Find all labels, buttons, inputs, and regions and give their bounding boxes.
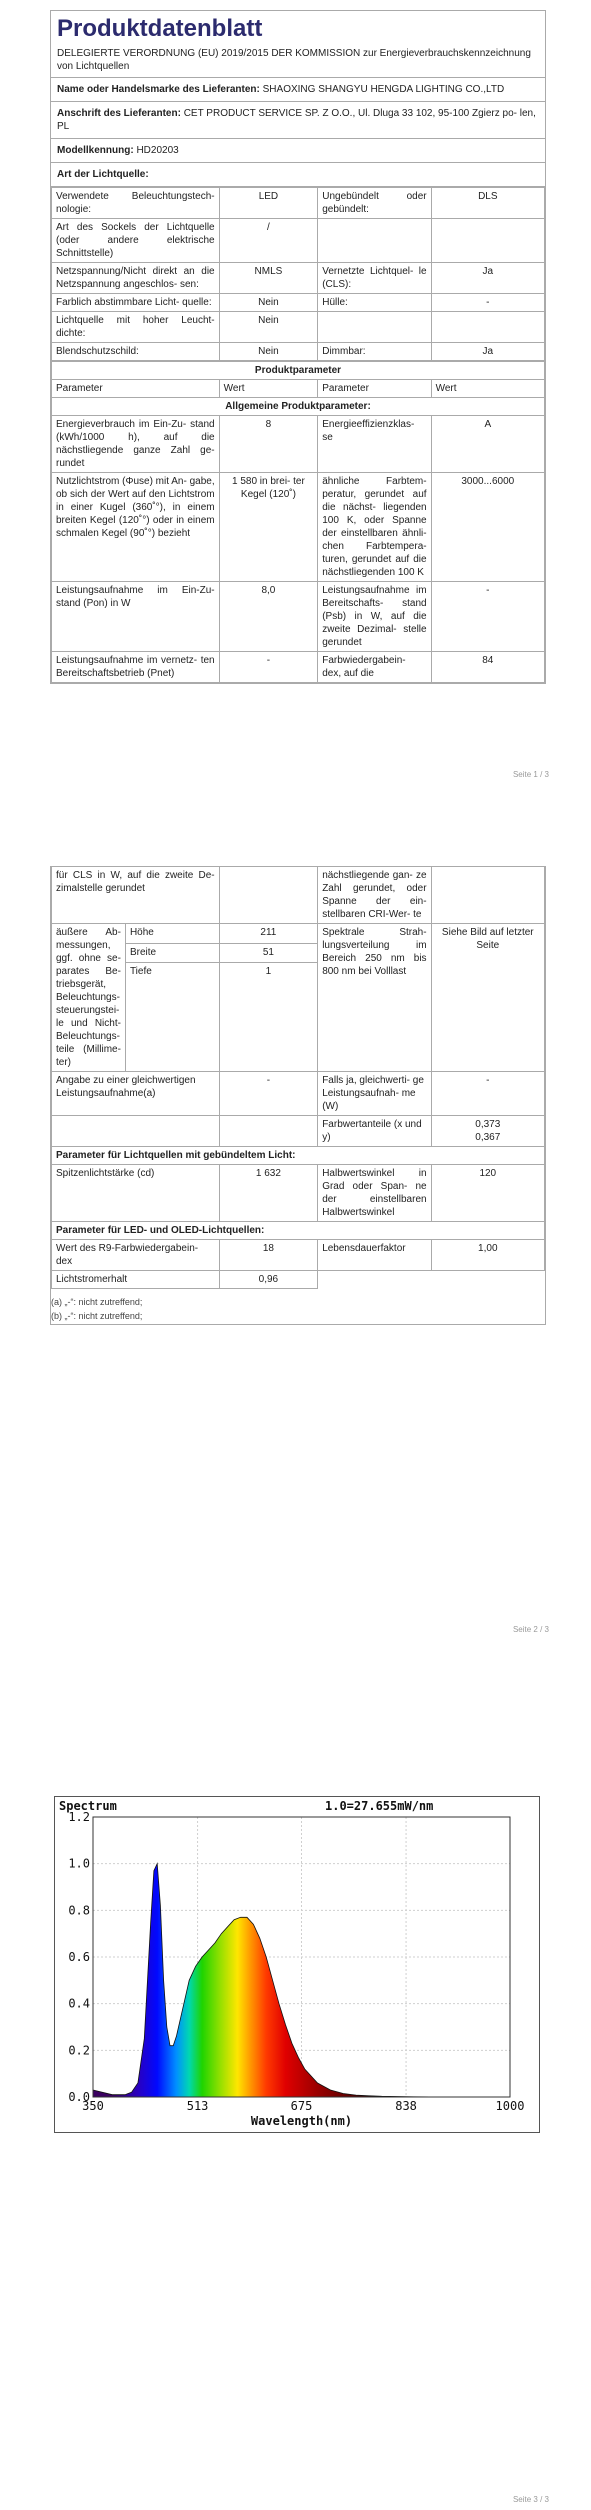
light-source-row-mains <box>52 263 545 294</box>
parameter-value: DLS <box>431 188 544 219</box>
footnote-b: (b) „-“: nicht zutreffend; <box>51 1311 143 1322</box>
parameter-value: A <box>431 416 544 473</box>
column-header-parameter: Parameter <box>318 380 431 398</box>
light-source-type-row <box>51 163 545 187</box>
column-header-parameter: Parameter <box>52 380 220 398</box>
parameter-label: ähnliche Farbtem- peratur, gerundet auf die nächst- liegenden 100 K, oder Spanne der einstellbaren ähnli- chen Farbtempera- turen, gerundet auf die nächstliegenden 100 K <box>318 473 431 582</box>
regulation-intro: DELEGIERTE VERORDNUNG (EU) 2019/2015 DER KOMMISSION zur Energieverbrauchskennzeichnung von Lichtquellen <box>51 45 545 78</box>
survival-factor-label: Lebensdauerfaktor <box>318 1240 431 1271</box>
light-source-row-technology <box>52 188 545 219</box>
dimension-depth-value: 1 <box>219 963 318 1072</box>
product-parameter-row-luminous-flux <box>52 473 545 582</box>
parameters-continued-table <box>51 866 545 1289</box>
light-source-row-anti-glare <box>52 343 545 361</box>
peak-intensity-label: Spitzenlichtstärke (cd) <box>52 1165 220 1222</box>
address-value: CET PRODUCT SERVICE SP. Z O.O., Ul. Dluga 33 102, 95-100 Zgierz po- len, PL <box>57 108 536 132</box>
y-tick-label: 0.0 <box>68 2090 90 2104</box>
parameter-label: Blendschutzschild: <box>52 343 220 361</box>
parameter-value: - <box>431 294 544 312</box>
parameter-label: Hülle: <box>318 294 431 312</box>
page-number: Seite 1 / 3 <box>512 770 549 779</box>
parameter-label: Farblich abstimmbare Licht- quelle: <box>52 294 220 312</box>
empty-cell <box>219 867 318 924</box>
parameter-value: 3000...6000 <box>431 473 544 582</box>
directional-parameters-heading: Parameter für Lichtquellen mit gebündeltem Licht: <box>52 1147 545 1165</box>
lumen-maintenance-label: Lichtstromerhalt <box>52 1271 220 1289</box>
r9-value: 18 <box>219 1240 318 1271</box>
address-label: Anschrift des Lieferanten: <box>57 108 181 119</box>
peak-intensity-value: 1 632 <box>219 1165 318 1222</box>
parameter-value: - <box>219 652 318 683</box>
lumen-maintenance-value: 0,96 <box>219 1271 318 1289</box>
equivalent-power-watts-value: - <box>431 1072 544 1116</box>
x-tick-label: 513 <box>186 2099 209 2113</box>
x-tick-label: 350 <box>82 2099 104 2113</box>
y-tick-label: 1.0 <box>68 1856 90 1871</box>
parameter-label: Farbwiedergabein- dex, auf die <box>318 652 431 683</box>
parameter-value: 8 <box>219 416 318 473</box>
parameter-value: 1 580 in brei- ter Kegel (120˚) <box>219 473 318 582</box>
spectrum-svg <box>55 1797 539 2132</box>
spectral-distribution-label: Spektrale Strah- lungsverteilung im Bereich 250 nm bis 800 nm bei Volllast <box>318 924 431 1072</box>
parameter-value: 84 <box>431 652 544 683</box>
chart-title: Spectrum <box>59 1799 117 1813</box>
dimension-height-value: 211 <box>219 924 318 944</box>
product-parameter-row-energy-consumption <box>52 416 545 473</box>
chart-annotation: 1.0=27.655mW/nm <box>325 1799 434 1813</box>
dimension-height-label: Höhe <box>125 924 219 944</box>
survival-factor-value: 1,00 <box>431 1240 544 1271</box>
y-tick-label: 0.8 <box>68 1903 90 1918</box>
product-parameter-row-networked-standby <box>52 652 545 683</box>
chromaticity-label: Farbwertanteile (x und y) <box>318 1116 431 1147</box>
parameter-value <box>431 312 544 343</box>
beam-angle-label: Halbwertswinkel in Grad oder Span- ne der einstellbaren Halbwertswinkel <box>318 1165 431 1222</box>
equivalent-power-value: - <box>219 1072 318 1116</box>
general-parameters-heading: Allgemeine Produktparameter: <box>52 398 545 416</box>
light-source-row-high-luminance <box>52 312 545 343</box>
parameter-value <box>431 219 544 263</box>
page-number: Seite 3 / 3 <box>512 2495 549 2504</box>
spectrum-chart <box>54 1796 540 2133</box>
parameter-label: Nutzlichtstrom (Φuse) mit An- gabe, ob sich der Wert auf den Lichtstrom in einer Kugel (360˚°), in einem breiten Kegel (120˚°) oder in einem schmalen Kegel (90˚°) bezieht <box>52 473 220 582</box>
parameter-label: Energieeffizienzklas- se <box>318 416 431 473</box>
parameter-value: Ja <box>431 343 544 361</box>
datasheet-frame <box>50 10 546 684</box>
equivalent-power-label: Angabe zu einer gleichwertigen Leistungsaufnahme(a) <box>52 1072 220 1116</box>
standby-power-continued: für CLS in W, auf die zweite De- zimalstelle gerundet <box>52 867 220 924</box>
x-axis-label: Wavelength(nm) <box>250 2114 353 2128</box>
parameter-value: Ja <box>431 263 544 294</box>
chromaticity-x: 0,373 <box>475 1119 501 1130</box>
parameter-value: 8,0 <box>219 582 318 652</box>
page-2 <box>0 860 591 1640</box>
x-tick-label: 838 <box>395 2099 417 2113</box>
empty-cell <box>431 867 544 924</box>
led-parameters-heading: Parameter für LED- und OLED-Lichtquellen: <box>52 1222 545 1240</box>
equivalent-power-watts-label: Falls ja, gleichwerti- ge Leistungsaufnah- me (W) <box>318 1072 431 1116</box>
parameter-value: Nein <box>219 294 318 312</box>
parameter-label: Verwendete Beleuchtungstech- nologie: <box>52 188 220 219</box>
light-source-row-tunable <box>52 294 545 312</box>
product-parameters-heading: Produktparameter <box>52 362 545 380</box>
parameter-label: Ungebündelt oder gebündelt: <box>318 188 431 219</box>
beam-angle-value: 120 <box>431 1165 544 1222</box>
parameter-value: - <box>431 582 544 652</box>
chromaticity-values <box>431 1116 544 1147</box>
parameter-label: Vernetzte Lichtquel- le (CLS): <box>318 263 431 294</box>
parameter-value: Nein <box>219 343 318 361</box>
blank <box>431 1271 544 1289</box>
spectral-distribution-value: Siehe Bild auf letzter Seite <box>431 924 544 1072</box>
model-label: Modellkennung: <box>57 145 134 156</box>
model-value: HD20203 <box>136 145 179 156</box>
footnotes <box>51 1295 545 1324</box>
blank <box>318 1271 431 1289</box>
y-tick-label: 0.6 <box>68 1950 90 1964</box>
parameter-value: Nein <box>219 312 318 343</box>
supplier-label: Name oder Handelsmarke des Lieferanten: <box>57 84 260 95</box>
r9-label: Wert des R9-Farbwiedergabein- dex <box>52 1240 220 1271</box>
cri-label-continued: nächstliegende gan- ze Zahl gerundet, oder Spanne der ein- stellbaren CRI-Wer- te <box>318 867 431 924</box>
dimensions-label: äußere Ab- messungen, ggf. ohne se- parates Be- triebsgerät, Beleuchtungs- steuerungstei- le und Nicht- Beleuchtungs- teile (Millime- ter) <box>52 924 126 1072</box>
parameter-label: Energieverbrauch im Ein-Zu- stand (kWh/1000 h), auf die nächstliegende ganze Zahl ge- rundet <box>52 416 220 473</box>
product-parameter-row-on-mode-power <box>52 582 545 652</box>
empty-cell <box>219 1116 318 1147</box>
x-tick-label: 1000 <box>495 2099 525 2113</box>
parameter-label: Leistungsaufnahme im Bereitschafts- stand (Psb) in W, auf die zweite Dezimal- stelle gerundet <box>318 582 431 652</box>
light-source-row-socket <box>52 219 545 263</box>
footnote-a: (a) „-“: nicht zutreffend; <box>51 1297 143 1307</box>
page-number: Seite 2 / 3 <box>512 1625 549 1634</box>
supplier-row <box>51 78 545 102</box>
parameter-value: / <box>219 219 318 263</box>
y-tick-label: 0.2 <box>68 2043 90 2058</box>
dimension-width-label: Breite <box>125 943 219 963</box>
parameter-value: NMLS <box>219 263 318 294</box>
page-title: Produktdatenblatt <box>57 15 263 42</box>
parameter-label <box>318 312 431 343</box>
model-row <box>51 139 545 163</box>
datasheet-continued <box>50 866 546 1325</box>
chromaticity-y: 0,367 <box>475 1132 501 1143</box>
parameter-label: Lichtquelle mit hoher Leucht- dichte: <box>52 312 220 343</box>
supplier-value: SHAOXING SHANGYU HENGDA LIGHTING CO.,LTD <box>262 84 505 95</box>
dimension-depth-label: Tiefe <box>125 963 219 1072</box>
address-row <box>51 102 545 139</box>
parameter-value: LED <box>219 188 318 219</box>
parameter-label <box>318 219 431 263</box>
parameter-label: Art des Sockels der Lichtquelle (oder andere elektrische Schnittstelle) <box>52 219 220 263</box>
light-source-table <box>51 187 545 361</box>
column-header-value: Wert <box>219 380 318 398</box>
parameter-label: Leistungsaufnahme im vernetz- ten Bereitschaftsbetrieb (Pnet) <box>52 652 220 683</box>
product-parameters-table <box>51 361 545 683</box>
empty-cell <box>52 1116 220 1147</box>
parameter-label: Netzspannung/Nicht direkt an die Netzspannung angeschlos- sen: <box>52 263 220 294</box>
parameter-label: Leistungsaufnahme im Ein-Zu- stand (Pon) in W <box>52 582 220 652</box>
y-tick-label: 0.4 <box>68 1996 90 2011</box>
parameter-label: Dimmbar: <box>318 343 431 361</box>
y-tick-label: 1.2 <box>68 1810 90 1824</box>
dimension-width-value: 51 <box>219 943 318 963</box>
light-source-type-label: Art der Lichtquelle: <box>57 169 149 180</box>
column-header-value: Wert <box>431 380 544 398</box>
x-tick-label: 675 <box>290 2099 313 2113</box>
page-1 <box>0 0 591 800</box>
